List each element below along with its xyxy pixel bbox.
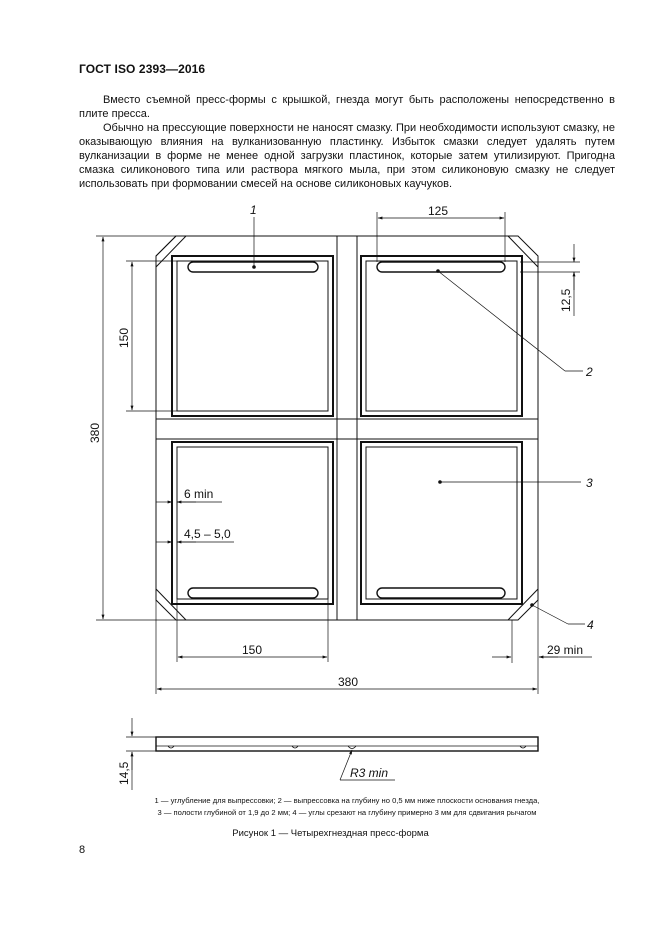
- dim-4-5-5-0: 4,5 – 5,0: [184, 527, 231, 541]
- dim-125: 125: [428, 204, 449, 218]
- callout-2: 2: [586, 365, 593, 379]
- figure-legend-line-2: 3 — полости глубиной от 1,9 до 2 мм; 4 — углы срезают на глубину примерно 3 мм для сдвигания рычагом: [157, 808, 537, 817]
- mold-plate-outline: [156, 236, 538, 620]
- figure-caption: Рисунок 1 — Четырехгнездная пресс-форма: [232, 828, 429, 839]
- dim-380-vertical: 380: [88, 422, 102, 443]
- corner-chamfer-tl: [156, 236, 176, 256]
- cavity-top-right: [361, 256, 522, 416]
- dim-380-horizontal: 380: [338, 675, 359, 689]
- mold-side-view: [156, 737, 538, 751]
- dim-r3-min: R3 min: [350, 766, 389, 780]
- dim-12-5: 12,5: [559, 288, 573, 312]
- cavity-bottom-right: [361, 442, 522, 604]
- dim-29-min: 29 min: [547, 643, 584, 657]
- document-header: ГОСТ ISO 2393—2016: [79, 62, 206, 76]
- ejection-slot: [377, 588, 505, 598]
- ejection-slot: [188, 588, 318, 598]
- dim-150-vertical: 150: [117, 327, 131, 348]
- cavity-top-left: [172, 256, 333, 416]
- callout-1: 1: [250, 203, 257, 217]
- paragraph-2: Обычно на прессующие поверхности не наносят смазку. При необходимости используют смазку, не оказывающую влияния на вулканизованную пластинку. Избыток смазки следует удалять путем вулканизации в форме не менее одной загрузки пластинок, которые затем утилизируют. Пригодна смазка силиконового типа или раствора мягкого мыла, при этом силиконовую смазку не следует использовать при формовании смесей на основе силиконовых каучуков.: [79, 122, 615, 190]
- paragraph-1: Вместо съемной пресс-формы с крышкой, гнезда могут быть расположены непосредственно в плите пресса.: [79, 94, 615, 120]
- callout-4: 4: [587, 618, 594, 632]
- callout-3: 3: [586, 476, 593, 490]
- dim-150-horizontal: 150: [242, 643, 263, 657]
- ejection-slot: [377, 262, 505, 272]
- dim-6-min: 6 min: [184, 487, 214, 501]
- figure-legend-line-1: 1 — углубление для выпрессовки; 2 — выпрессовка на глубину но 0,5 мм ниже плоскости основания гнезда,: [154, 796, 540, 805]
- page-number: 8: [79, 844, 86, 856]
- dim-14-5: 14,5: [117, 761, 131, 785]
- cavity-bottom-left: [172, 442, 333, 604]
